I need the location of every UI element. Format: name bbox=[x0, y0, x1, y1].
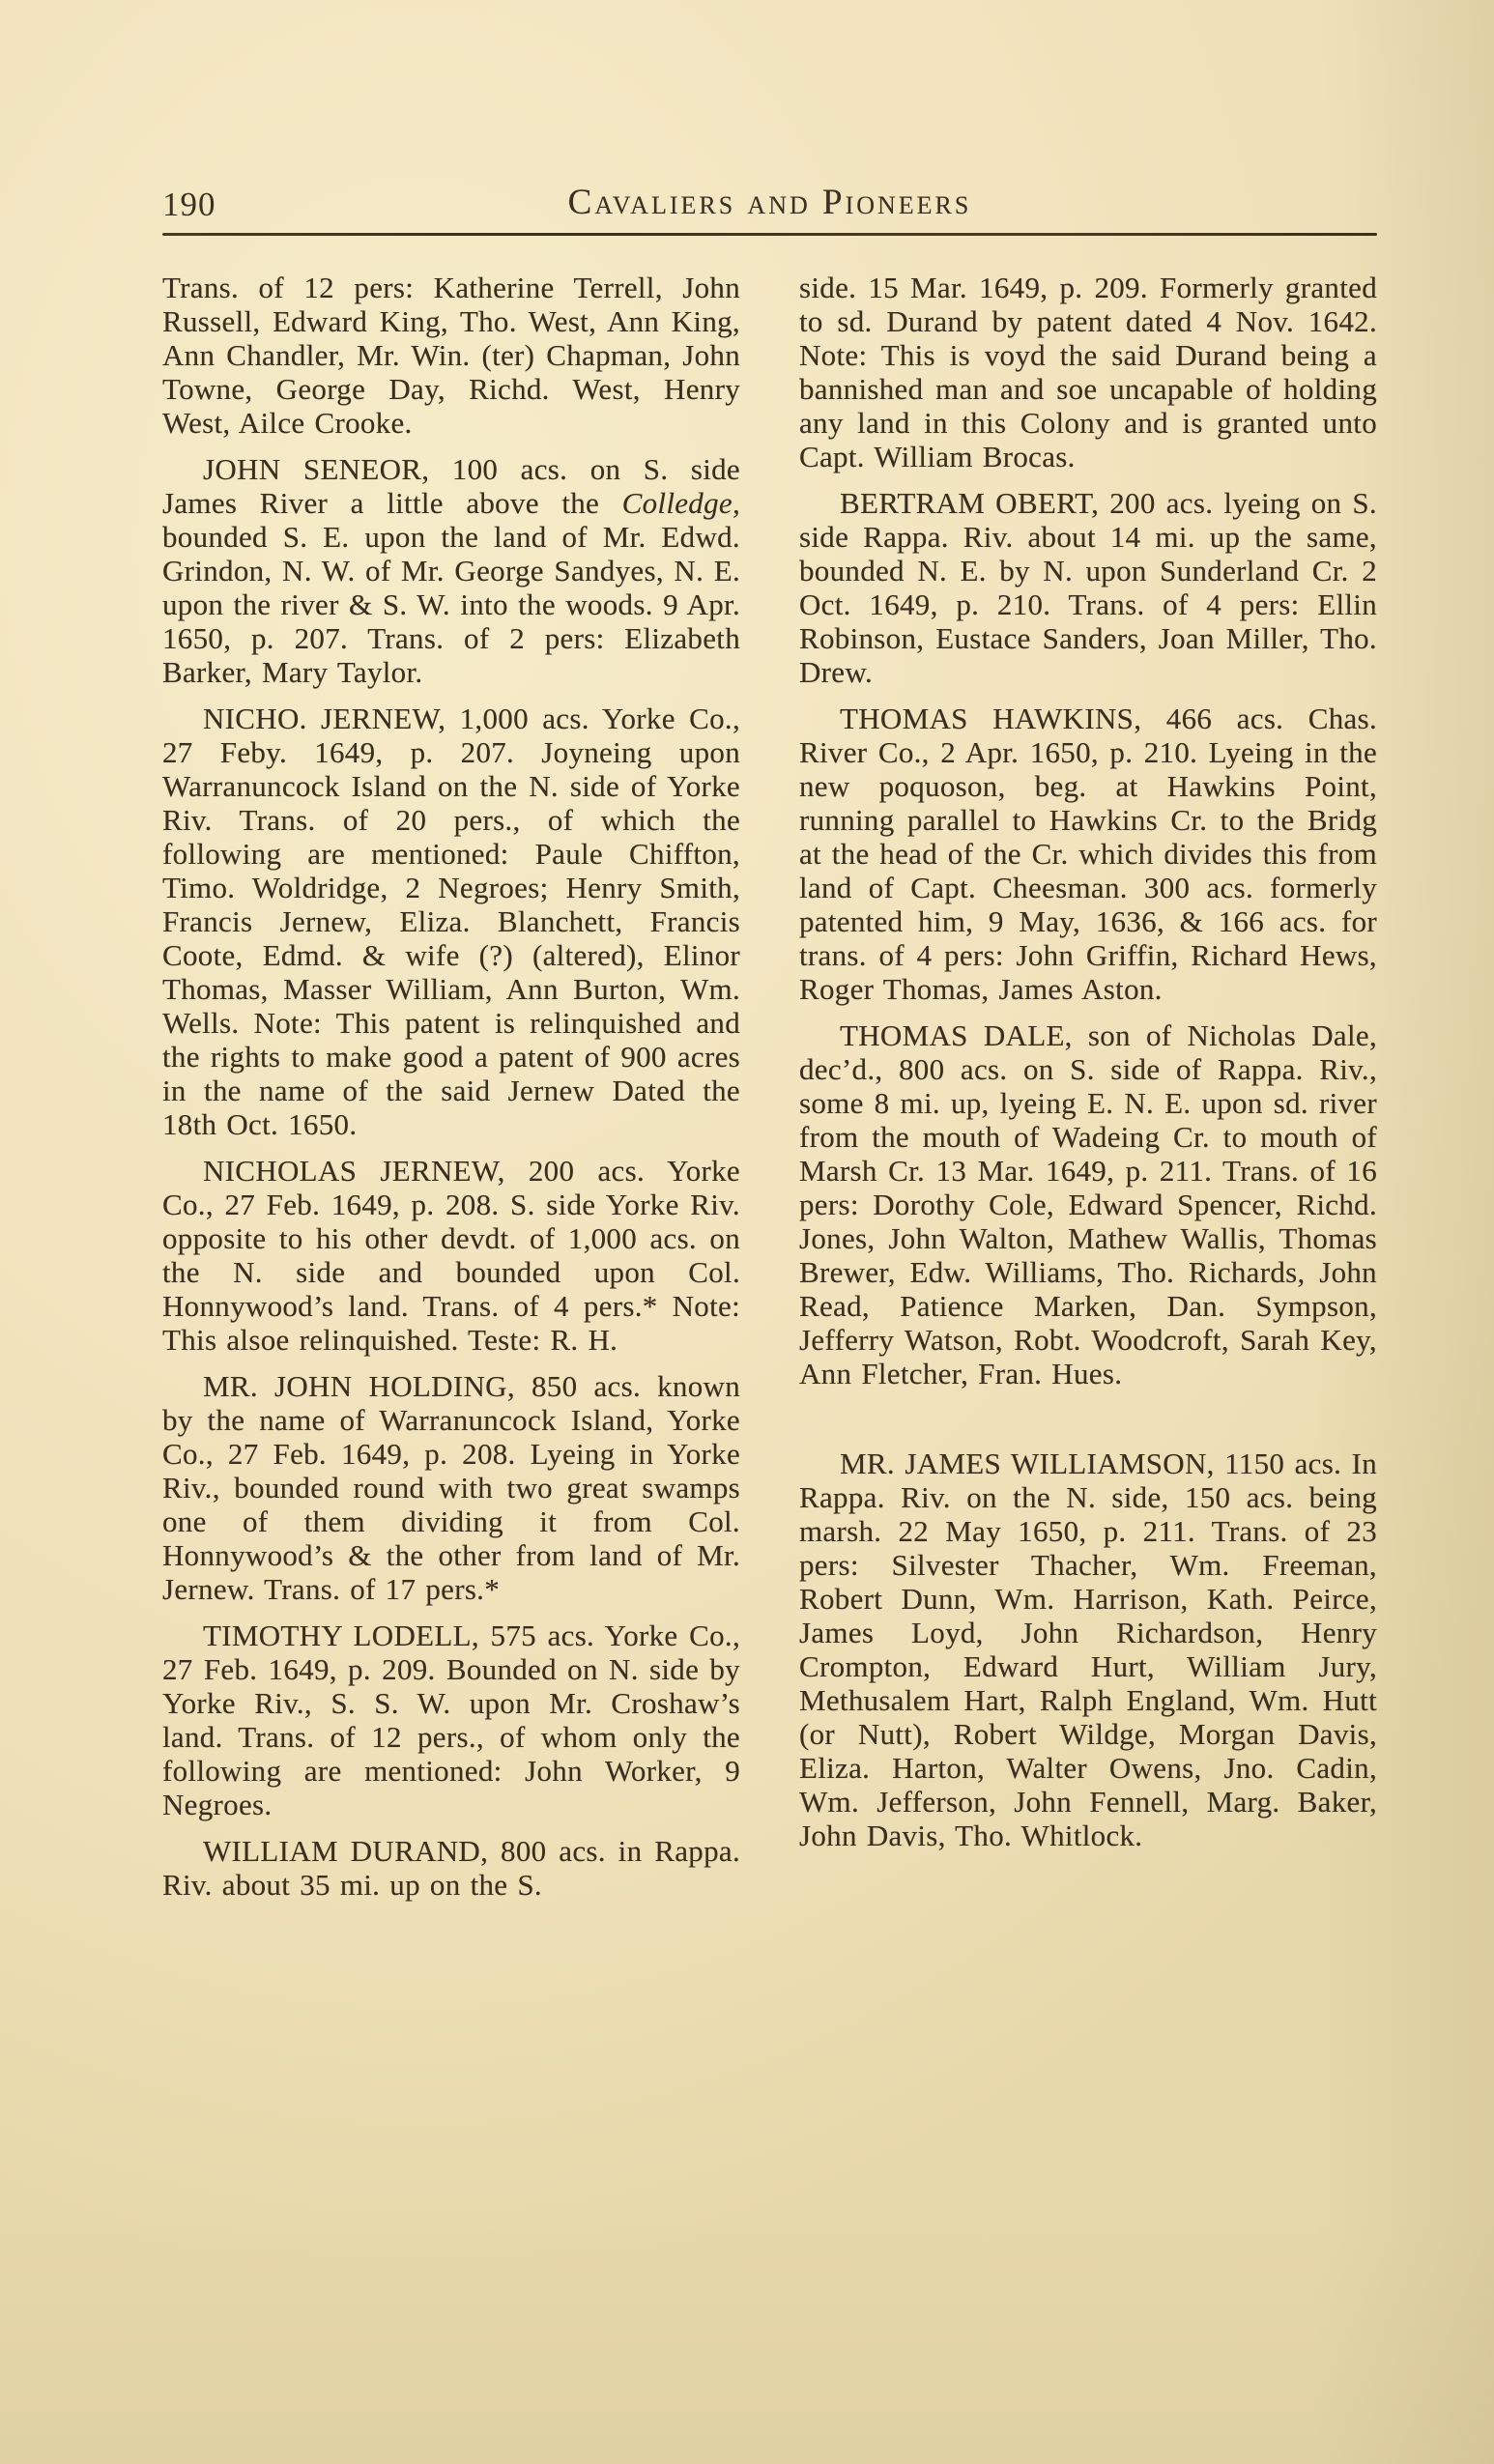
patent-entry bbox=[799, 702, 1377, 1006]
right-column bbox=[799, 271, 1377, 1902]
entry-text: WILLIAM DURAND, 800 acs. in Rappa. Riv. about 35 mi. up on the S. bbox=[162, 1834, 740, 1902]
entry-text: JOHN SENEOR, 100 acs. on S. side James River a little above the bbox=[162, 452, 740, 520]
entry-text: THOMAS HAWKINS, 466 acs. Chas. River Co., 2 Apr. 1650, p. 210. Lyeing in the new poquoson, beg. at Hawkins Point, running parallel to Hawkins Cr. to the Bridg at the head of the Cr. which divides this from land of Capt. Cheesman. 300 acs. formerly patented him, 9 May, 1636, & 166 acs. for trans. of 4 pers: John Griffin, Richard Hews, Roger Thomas, James Aston. bbox=[799, 702, 1377, 1006]
patent-entry bbox=[799, 271, 1377, 473]
entry-text: NICHO. JERNEW, 1,000 acs. Yorke Co., 27 Feby. 1649, p. 207. Joyneing upon Warranuncock Island on the N. side of Yorke Riv. Trans. of 20 pers., of which the following are mentioned: Paule Chiffton, Timo. Woldridge, 2 Negroes; Henry Smith, Francis Jernew, Eliza. Blanchett, Francis Coote, Edmd. & wife (?) (altered), Elinor Thomas, Masser William, Ann Burton, Wm. Wells. Note: This patent is relinquished and the rights to make good a patent of 900 acres in the name of the said Jernew Dated the 18th Oct. 1650. bbox=[162, 702, 740, 1141]
patent-entry bbox=[162, 1369, 740, 1606]
entry-text: bounded S. E. upon the land of Mr. Edwd. Grindon, N. W. of Mr. George Sandyes, N. E. upon the river & S. W. into the woods. 9 Apr. 1650, p. 207. Trans. of 2 pers: Elizabeth Barker, Mary Taylor. bbox=[162, 520, 740, 689]
entry-text-italic: Colledge, bbox=[621, 486, 740, 520]
running-head bbox=[162, 182, 1377, 230]
text-columns bbox=[162, 271, 1377, 1902]
entry-text: MR. JAMES WILLIAMSON, 1150 acs. In Rappa. Riv. on the N. side, 150 acs. being marsh. 22 May 1650, p. 211. Trans. of 23 pers: Silvester Thacher, Wm. Freeman, Robert Dunn, Wm. Harrison, Kath. Peirce, James Loyd, John Richardson, Henry Crompton, Edward Hurt, William Jury, Methusalem Hart, Ralph England, Wm. Hutt (or Nutt), Robert Wildge, Morgan Davis, Eliza. Harton, Walter Owens, Jno. Cadin, Wm. Jefferson, John Fennell, Marg. Baker, John Davis, Tho. Whitlock. bbox=[799, 1447, 1377, 1852]
entry-text: MR. JOHN HOLDING, 850 acs. known by the name of Warranuncock Island, Yorke Co., 27 Feb. 1649, p. 208. Lyeing in Yorke Riv., bounded round with two great swamps one of them dividing it from Col. Honnywood’s & the other from land of Mr. Jernew. Trans. of 17 pers.* bbox=[162, 1369, 740, 1606]
page-number: 190 bbox=[162, 186, 216, 223]
patent-entry bbox=[162, 702, 740, 1141]
patent-entry bbox=[162, 1834, 740, 1902]
entry-text: NICHOLAS JERNEW, 200 acs. Yorke Co., 27 Feb. 1649, p. 208. S. side Yorke Riv. opposite to his other devdt. of 1,000 acs. on the N. side and bounded upon Col. Honnywood’s land. Trans. of 4 pers.* Note: This alsoe relinquished. Teste: R. H. bbox=[162, 1154, 740, 1357]
page-title: Cavaliers and Pioneers bbox=[567, 183, 972, 222]
patent-entry bbox=[799, 1447, 1377, 1852]
entry-text: side. 15 Mar. 1649, p. 209. Formerly granted to sd. Durand by patent dated 4 Nov. 1642. Note: This is voyd the said Durand being a bannished man and soe uncapable of holding any land in this Colony and is granted unto Capt. William Brocas. bbox=[799, 271, 1377, 473]
left-column bbox=[162, 271, 740, 1902]
entry-text: TIMOTHY LODELL, 575 acs. Yorke Co., 27 Feb. 1649, p. 209. Bounded on N. side by Yorke Riv., S. S. W. upon Mr. Croshaw’s land. Trans. of 12 pers., of whom only the following are mentioned: John Worker, 9 Negroes. bbox=[162, 1619, 740, 1821]
patent-entry bbox=[162, 452, 740, 689]
patent-entry bbox=[162, 271, 740, 440]
patent-entry bbox=[799, 486, 1377, 689]
patent-entry bbox=[162, 1619, 740, 1821]
entry-text: BERTRAM OBERT, 200 acs. lyeing on S. side Rappa. Riv. about 14 mi. up the same, bounded N. E. by N. upon Sunderland Cr. 2 Oct. 1649, p. 210. Trans. of 4 pers: Ellin Robinson, Eustace Sanders, Joan Miller, Tho. Drew. bbox=[799, 486, 1377, 689]
entry-text: THOMAS DALE, son of Nicholas Dale, dec’d., 800 acs. on S. side of Rappa. Riv., some 8 mi. up, lyeing E. N. E. upon sd. river from the mouth of Wadeing Cr. to mouth of Marsh Cr. 13 Mar. 1649, p. 211. Trans. of 16 pers: Dorothy Cole, Edward Spencer, Richd. Jones, John Walton, Mathew Wallis, Thomas Brewer, Edw. Williams, Tho. Richards, John Read, Patience Marken, Dan. Sympson, Jefferry Watson, Robt. Woodcroft, Sarah Key, Ann Fletcher, Fran. Hues. bbox=[799, 1018, 1377, 1390]
patent-entry bbox=[799, 1018, 1377, 1390]
header-rule bbox=[162, 233, 1377, 236]
patent-entry bbox=[162, 1154, 740, 1357]
entry-text: Trans. of 12 pers: Katherine Terrell, John Russell, Edward King, Tho. West, Ann King, Ann Chandler, Mr. Win. (ter) Chapman, John Towne, George Day, Richd. West, Henry West, Ailce Crooke. bbox=[162, 271, 740, 440]
